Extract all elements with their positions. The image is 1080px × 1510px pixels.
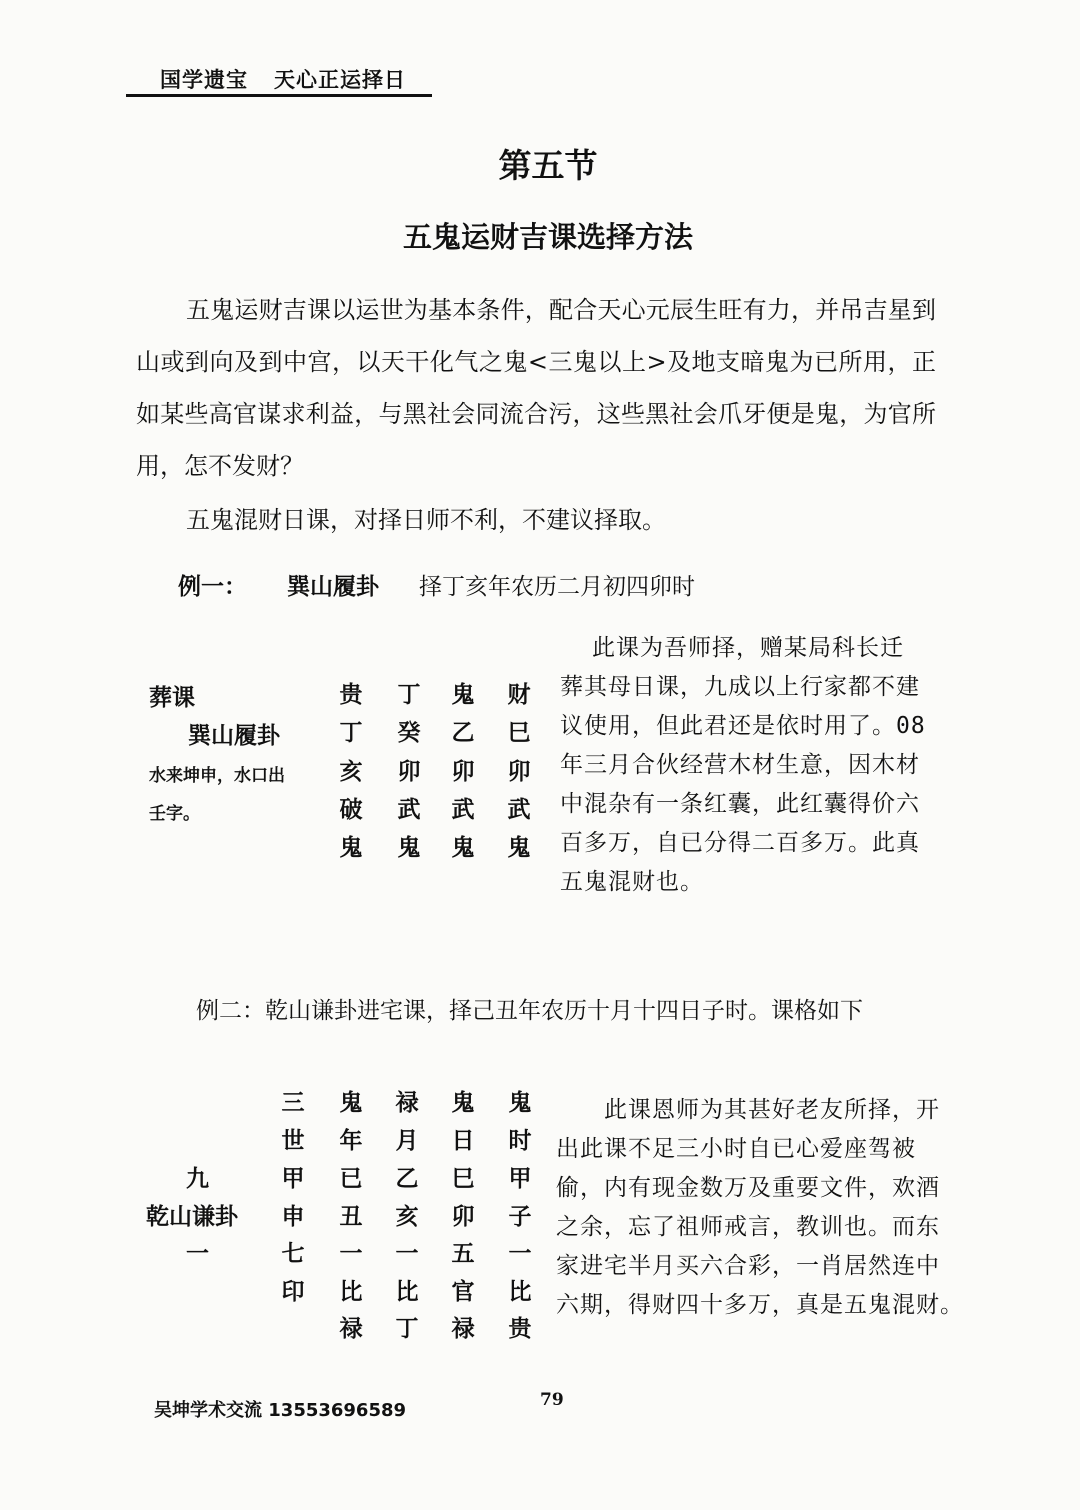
- example2-grid-cell: 时: [508, 1128, 532, 1154]
- example2-grid-cell: 月: [395, 1128, 419, 1154]
- example1-note-line: 此课为吾师择，赠某局科长迁: [592, 635, 904, 661]
- example1-label-water-end: 壬字。: [149, 804, 200, 824]
- example2-label-nine: 九: [186, 1166, 209, 1192]
- example2-grid-cell: 丁: [395, 1316, 419, 1342]
- example1-grid-cell: 鬼: [507, 835, 531, 861]
- example1-note-line: 五鬼混财也。: [560, 869, 704, 895]
- example2-grid-cell: 比: [339, 1279, 363, 1305]
- example1-grid-cell: 武: [451, 797, 475, 823]
- example2-heading: 例二：乾山谦卦进宅课，择己丑年农历十月十四日子时。课格如下: [196, 998, 863, 1024]
- example2-grid-cell: 一: [508, 1241, 532, 1267]
- example1-grid-cell: 亥: [339, 759, 363, 785]
- example2-note-line: 出此课不足三小时自已心爱座驾被: [556, 1136, 916, 1162]
- example2-grid-cell: 丑: [339, 1204, 363, 1230]
- header-series: 国学遗宝: [160, 68, 248, 92]
- running-header: [160, 64, 406, 94]
- example2-grid-cell: 鬼: [451, 1090, 475, 1116]
- example1-note-line: 议使用，但此君还是依时用了。08: [560, 713, 926, 739]
- paragraph-warning-text: 五鬼混财日课，对择日师不利，不建议择取。: [186, 506, 666, 534]
- example1-note-line: 百多万，自已分得二百多万。此真: [560, 830, 920, 856]
- example2-grid-cell: 年: [339, 1128, 363, 1154]
- example1-grid-cell: 卯: [507, 759, 531, 785]
- example2-grid-cell: 甲: [508, 1166, 532, 1192]
- section-number: 第五节: [498, 146, 598, 185]
- example2-grid-cell: 禄: [451, 1316, 475, 1342]
- example2-grid-cell: 日: [451, 1128, 475, 1154]
- example1-heading: [178, 568, 695, 601]
- example2-grid-cell: 世: [281, 1128, 305, 1154]
- example1-label: 例一：: [178, 574, 247, 600]
- example2-grid-cell: 甲: [281, 1166, 305, 1192]
- example2-grid-cell: 比: [395, 1279, 419, 1305]
- example1-grid-cell: 武: [507, 797, 531, 823]
- paragraph-warning: [136, 494, 666, 546]
- example2-label-one: 一: [186, 1241, 209, 1267]
- example1-label-water: 水来坤申，水口出: [149, 766, 285, 786]
- example1-grid-cell: 丁: [339, 720, 363, 746]
- example1-label-gua: 巽山履卦: [188, 723, 280, 749]
- example1-date: 择丁亥年农历二月初四卯时: [419, 574, 695, 600]
- example1-grid-cell: 鬼: [451, 682, 475, 708]
- example1-grid-cell: 巳: [507, 720, 531, 746]
- example2-grid-cell: 乙: [395, 1166, 419, 1192]
- example1-grid-cell: 卯: [451, 759, 475, 785]
- example2-grid-cell: 巳: [451, 1166, 475, 1192]
- example2-grid-cell: 申: [281, 1204, 305, 1230]
- example2-grid-cell: 禄: [395, 1090, 419, 1116]
- example2-grid-cell: 官: [451, 1279, 475, 1305]
- example1-grid-cell: 卯: [397, 759, 421, 785]
- section-title: 五鬼运财吉课选择方法: [402, 220, 693, 254]
- paragraph-intro: 五鬼运财吉课以运世为基本条件，配合天心元辰生旺有力，并吊吉星到山或到向及到中宫，以天干化气之鬼<三鬼以上>及地支暗鬼为已所用，正如某些高官谋求利益，与黑社会同流合污，这些黑社会爪牙便是鬼，为官所用，怎不发财？: [136, 296, 936, 480]
- example1-grid-cell: 乙: [451, 720, 475, 746]
- page-number: 79: [540, 1390, 564, 1410]
- example1-label-zangke: 葬课: [149, 685, 195, 711]
- footer-contact: 吴坤学术交流 13553696589: [154, 1400, 407, 1421]
- example2-note-line: 此课恩师为其甚好老友所择，开: [604, 1097, 940, 1123]
- header-rule: [126, 94, 432, 97]
- example2-grid-cell: 卯: [451, 1204, 475, 1230]
- example2-label-gua: 乾山谦卦: [146, 1204, 238, 1230]
- example2-note-line: 偷，内有现金数万及重要文件，欢酒: [556, 1175, 940, 1201]
- example2-grid-cell: 鬼: [508, 1090, 532, 1116]
- example1-note-line: 中混杂有一条红囊，此红囊得价六: [560, 791, 920, 817]
- example1-note-line: 年三月合伙经营木材生意，因木材: [560, 752, 920, 778]
- example2-grid-cell: 一: [395, 1241, 419, 1267]
- example1-grid-cell: 鬼: [451, 835, 475, 861]
- example1-grid-cell: 破: [339, 797, 363, 823]
- example2-grid-cell: 一: [339, 1241, 363, 1267]
- example1-grid-cell: 鬼: [397, 835, 421, 861]
- example1-grid-cell: 丁: [397, 682, 421, 708]
- example2-grid-cell: 已: [339, 1166, 363, 1192]
- example2-grid-cell: 比: [508, 1279, 532, 1305]
- example2-note-line: 之余，忘了祖师戒言，教训也。而东: [556, 1214, 940, 1240]
- example2-grid-cell: 禄: [339, 1316, 363, 1342]
- example2-grid-cell: 七: [281, 1241, 305, 1267]
- example1-grid-cell: 鬼: [339, 835, 363, 861]
- example2-note-line: 六期，得财四十多万，真是五鬼混财。: [556, 1292, 964, 1318]
- example1-grid-cell: 武: [397, 797, 421, 823]
- example2-grid-cell: 子: [508, 1204, 532, 1230]
- example1-grid-cell: 财: [507, 682, 531, 708]
- example1-grid-cell: 贵: [339, 682, 363, 708]
- example2-grid-cell: 贵: [508, 1316, 532, 1342]
- example2-grid-cell: 鬼: [339, 1090, 363, 1116]
- example2-grid-cell: 亥: [395, 1204, 419, 1230]
- example2-grid-cell: 三: [281, 1090, 305, 1116]
- example1-gua: 巽山履卦: [287, 574, 379, 600]
- example2-note-line: 家进宅半月买六合彩，一肖居然连中: [556, 1253, 940, 1279]
- header-book-title: 天心正运择日: [274, 68, 406, 92]
- example2-grid-cell: 五: [451, 1241, 475, 1267]
- example2-grid-cell: 印: [281, 1279, 305, 1305]
- example1-note-line: 葬其母日课，九成以上行家都不建: [560, 674, 920, 700]
- example1-grid-cell: 癸: [397, 720, 421, 746]
